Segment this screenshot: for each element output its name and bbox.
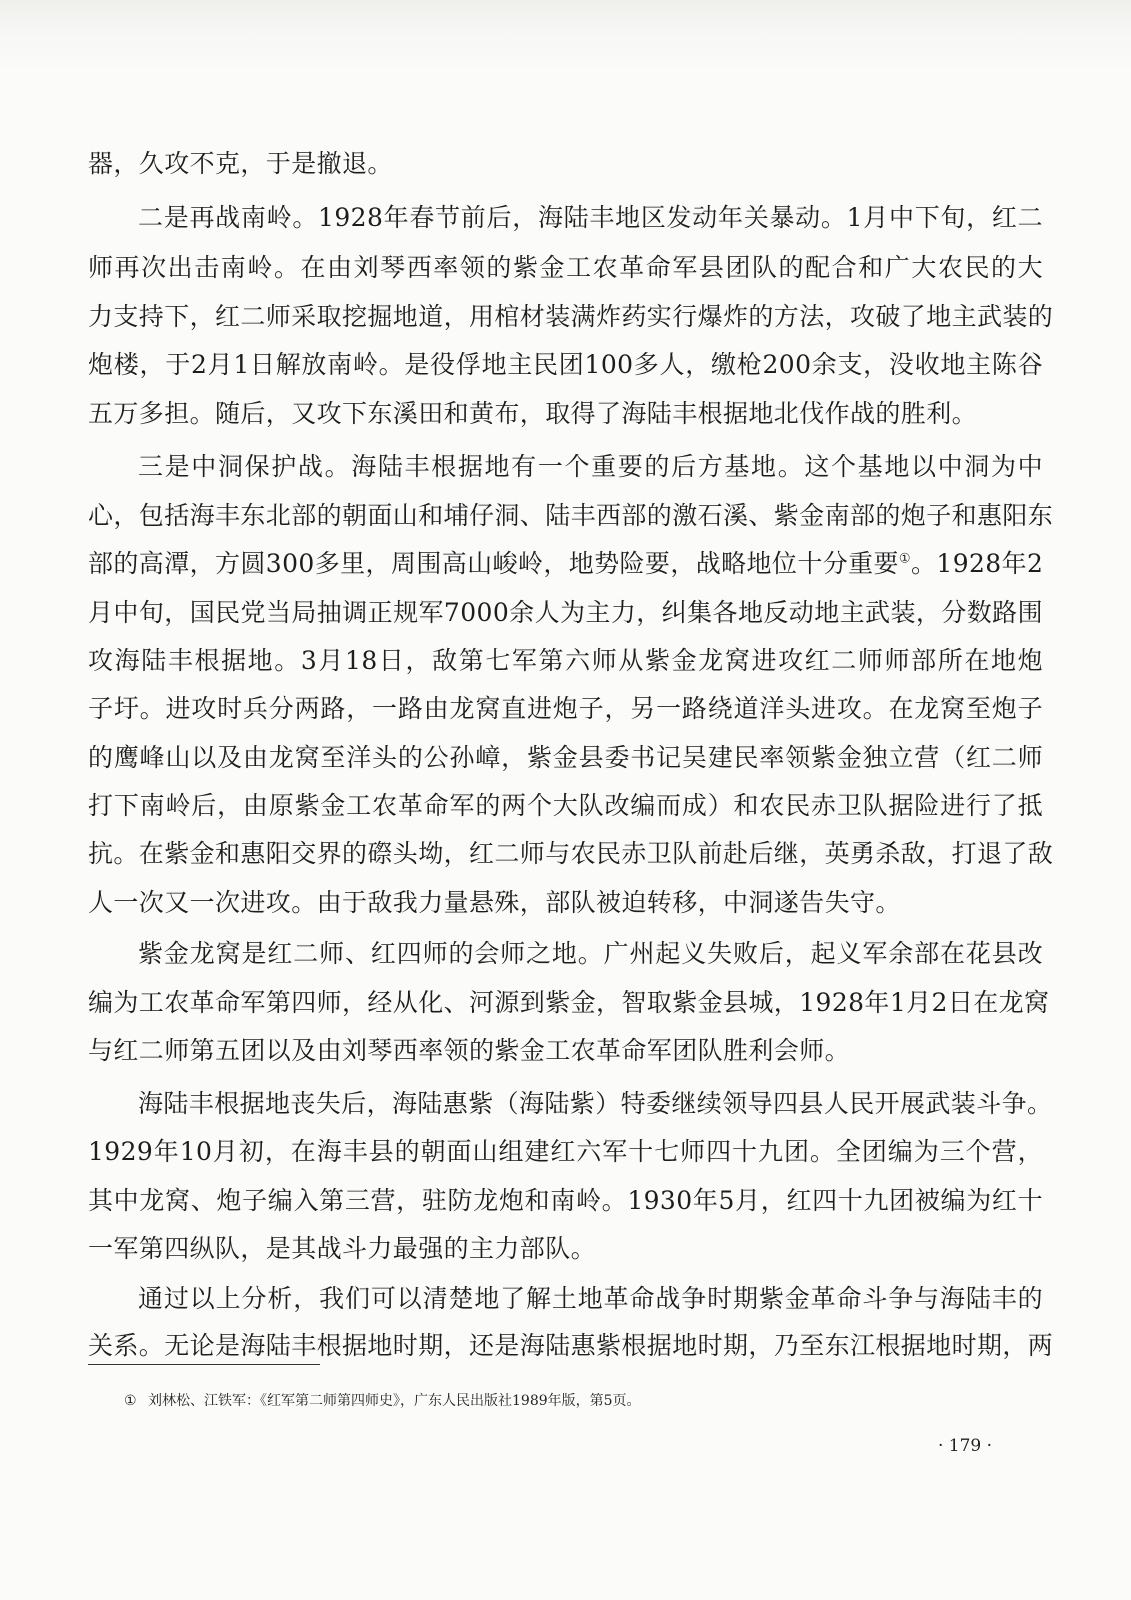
text-line: 攻海陆丰根据地。3月18日，敌第七军第六师从紫金龙窝进攻红二师师部所在地炮 (88, 646, 1043, 675)
text-line: 其中龙窝、炮子编入第三营，驻防龙炮和南岭。1930年5月，红四十九团被编为红十 (88, 1186, 1043, 1215)
text-line: 通过以上分析，我们可以清楚地了解土地革命战争时期紫金革命斗争与海陆丰的 (138, 1284, 1043, 1313)
text-line: 月中旬，国民党当局抽调正规军7000余人为主力，纠集各地反动地主武装，分数路围 (88, 598, 1043, 627)
text-line: 打下南岭后，由原紫金工农革命军的两个大队改编而成）和农民赤卫队据险进行了抵 (88, 791, 1043, 820)
footnote-ref: ① (898, 551, 911, 567)
text-line: 器，久攻不克，于是撤退。 (88, 149, 393, 178)
footnote-mark: ① (124, 1393, 137, 1409)
text-segment: 。1928年2 (910, 549, 1044, 578)
page-number: · 179 · (937, 1436, 993, 1456)
text-line: 五万多担。随后，又攻下东溪田和黄布，取得了海陆丰根据地北伐作战的胜利。 (88, 399, 978, 428)
text-line: 1929年10月初，在海丰县的朝面山组建红六军十七师四十九团。全团编为三个营， (88, 1137, 1043, 1166)
footnote (124, 1390, 641, 1412)
footnote-text: 刘林松、江铁军：《红军第二师第四师史》，广东人民出版社1989年版，第5页。 (148, 1393, 641, 1409)
text-line: 二是再战南岭。1928年春节前后，海陆丰地区发动年关暴动。1月中下旬，红二 (138, 203, 1043, 232)
text-line: 力支持下，红二师采取挖掘地道，用棺材装满炸药实行爆炸的方法，攻破了地主武装的 (88, 302, 1054, 331)
text-line: 抗。在紫金和惠阳交界的磜头坳，红二师与农民赤卫队前赴后继，英勇杀敌，打退了敌 (88, 839, 1054, 868)
text-line: 与红二师第五团以及由刘琴西率领的紫金工农革命军团队胜利会师。 (88, 1036, 851, 1065)
text-line: 的鹰峰山以及由龙窝至洋头的公孙嶂，紫金县委书记吴建民率领紫金独立营（红二师 (88, 743, 1043, 772)
text-line: 编为工农革命军第四师，经从化、河源到紫金，智取紫金县城，1928年1月2日在龙窝 (88, 988, 1050, 1017)
text-line: 关系。无论是海陆丰根据地时期，还是海陆惠紫根据地时期，乃至东江根据地时期，两 (88, 1331, 1054, 1360)
text-line: 三是中洞保护战。海陆丰根据地有一个重要的后方基地。这个基地以中洞为中 (138, 452, 1043, 481)
text-line: 心，包括海丰东北部的朝面山和埔仔洞、陆丰西部的激石溪、紫金南部的炮子和惠阳东 (88, 501, 1054, 530)
text-line: 人一次又一次进攻。由于敌我力量悬殊，部队被迫转移，中洞遂告失守。 (88, 888, 901, 917)
text-segment: 部的高潭，方圆300多里，周围高山峻岭，地势险要，战略地位十分重要 (88, 549, 899, 578)
text-line: 子圩。进攻时兵分两路，一路由龙窝直进炮子，另一路绕道洋头进攻。在龙窝至炮子 (88, 694, 1043, 723)
text-line: 炮楼，于2月1日解放南岭。是役俘地主民团100多人，缴枪200余支，没收地主陈谷 (88, 350, 1043, 379)
scan-shadow (0, 0, 1131, 70)
footnote-separator (88, 1364, 320, 1365)
text-line: 紫金龙窝是红二师、红四师的会师之地。广州起义失败后，起义军余部在花县改 (138, 939, 1043, 968)
text-line: 一军第四纵队，是其战斗力最强的主力部队。 (88, 1234, 597, 1263)
text-line: 师再次出击南岭。在由刘琴西率领的紫金工农革命军县团队的配合和广大农民的大 (88, 253, 1043, 282)
text-line: 海陆丰根据地丧失后，海陆惠紫（海陆紫）特委继续领导四县人民开展武装斗争。 (138, 1089, 1053, 1118)
text-line-with-footnote-ref (88, 540, 1043, 588)
